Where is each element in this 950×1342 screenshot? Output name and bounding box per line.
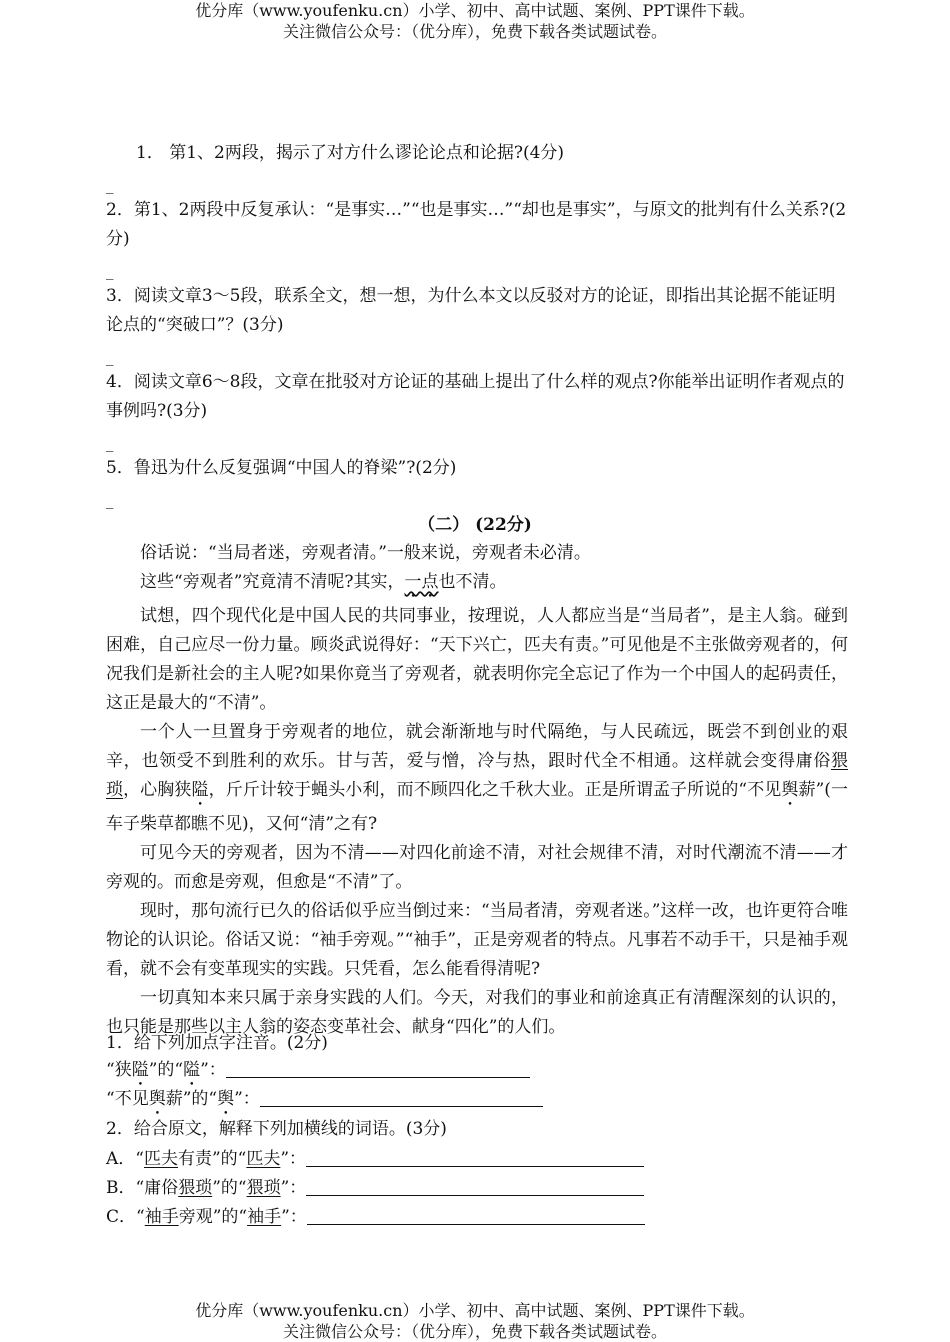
passage-text: ，心胸狭	[123, 780, 192, 800]
answer-blank[interactable]	[260, 1090, 543, 1107]
exercise-text: A．“	[106, 1149, 144, 1169]
exercise-text: ”的“	[212, 1178, 247, 1198]
exercise-text: “狭	[106, 1060, 132, 1080]
underlined-word: 匹夫	[246, 1149, 281, 1169]
question-3: 3．阅读文章3～5段，联系全文，想一想，为什么本文以反驳对方的论证，即指出其论据不能证明论点的“突破口”？(3分)	[106, 286, 836, 335]
section-title: （二） (22分)	[418, 515, 532, 535]
exercise-1-item-a	[106, 1060, 530, 1090]
underlined-word: 猥琐	[178, 1178, 213, 1198]
dotted-character: 隘	[191, 780, 209, 800]
answer-mark-2: _	[106, 262, 114, 280]
answer-blank[interactable]	[226, 1061, 530, 1078]
underlined-word: 猥琐	[106, 751, 848, 800]
passage-text: 薪”(一车子柴草都瞧不见)，又何“清”之有?	[106, 780, 848, 834]
exercise-1-title: 1．给下列加点字注音。(2分)	[106, 1033, 328, 1053]
header-line-2: 关注微信公众号：（优分库），免费下载各类试题试卷。	[282, 22, 667, 41]
passage-paragraph-3: 试想，四个现代化是中国人民的共同事业，按理说，人人都应当是“当局者”，是主人翁。碰到困难，自己应尽一份力量。顾炎武说得好：“天下兴亡，匹夫有责。”可见他是不主张做旁观者的，何况我们是新社会的主人呢?如果你竟当了旁观者，就表明你完全忘记了作为一个中国人的起码责任，这正是最大的“不清”。	[106, 606, 848, 713]
exercise-text: 薪”的“	[165, 1089, 218, 1109]
underlined-word: 匹夫	[143, 1149, 178, 1169]
exercise-2-item-c	[106, 1207, 645, 1227]
dotted-character: 隘	[183, 1060, 201, 1080]
header-line-1: 优分库（www.youfenku.cn）小学、初中、高中试题、案例、PPT课件下载。	[195, 1, 755, 20]
exercise-text: ”：	[234, 1089, 260, 1109]
answer-blank[interactable]	[307, 1208, 645, 1225]
passage-text: 也不清。	[438, 572, 507, 592]
question-2: 2．第1、2两段中反复承认：“是事实…”“也是事实…”“却也是事实”，与原文的批判有什么关系?(2分)	[106, 200, 847, 249]
exercise-2-title: 2．给合原文，解释下列加横线的词语。(3分)	[106, 1119, 447, 1139]
passage-text: 这些“旁观者”究竟清不清呢?其实，	[140, 572, 405, 592]
answer-mark-5: _	[106, 491, 114, 509]
exercise-text: ”：	[280, 1149, 307, 1169]
page-footer	[0, 1300, 950, 1342]
exercise-text: 旁观”的“	[178, 1207, 248, 1227]
dotted-character: 舆	[148, 1089, 166, 1109]
passage-paragraph-2	[106, 568, 848, 602]
passage-paragraph-7: 一切真知本来只属于亲身实践的人们。今天，对我们的事业和前途真正有清醒深刻的认识的，也只能是那些以主人翁的姿态变革社会、献身“四化”的人们。	[106, 988, 848, 1037]
dotted-character: 舆	[781, 780, 799, 800]
emphasized-phrase: 一点	[404, 572, 439, 592]
passage-text: 一个人一旦置身于旁观者的地位，就会渐渐地与时代隔绝，与人民疏远，既尝不到创业的艰辛，也领受不到胜利的欢乐。甘与苦，爱与憎，冷与热，跟时代全不相通。这样就会变得庸俗	[106, 722, 848, 771]
dotted-character: 舆	[217, 1089, 235, 1109]
exercise-text: ”：	[281, 1207, 307, 1227]
exercise-2-item-a	[106, 1149, 644, 1169]
exercise-1-item-b	[106, 1089, 543, 1119]
exercise-2-item-b	[106, 1178, 644, 1198]
question-5: 5．鲁迅为什么反复强调“中国人的脊梁”?(2分)	[106, 458, 457, 478]
exercise-text: 有责”的“	[177, 1149, 247, 1169]
exercise-text: B．“庸俗	[106, 1178, 179, 1198]
underlined-word: 袖手	[144, 1207, 179, 1227]
answer-mark-4: _	[106, 434, 114, 452]
passage-paragraph-1: 俗话说：“当局者迷，旁观者清。”一般来说，旁观者未必清。	[140, 543, 591, 563]
passage-paragraph-4	[106, 718, 848, 839]
exercise-text: C．“	[106, 1207, 145, 1227]
question-4: 4．阅读文章6～8段，文章在批驳对方论证的基础上提出了什么样的观点?你能举出证明作者观点的事例吗?(3分)	[106, 372, 845, 421]
answer-mark-3: _	[106, 348, 114, 366]
exercise-text: “不见	[106, 1089, 149, 1109]
exercise-text: ”：	[280, 1178, 307, 1198]
passage-paragraph-6: 现时，那句流行已久的俗话似乎应当倒过来：“当局者清，旁观者迷。”这样一改，也许更符合唯物论的认识论。俗话又说：“袖手旁观。”“袖手”，正是旁观者的特点。凡事若不动手干，只是袖手观看，就不会有变革现实的实践。只凭看，怎么能看得清呢?	[106, 901, 848, 979]
passage-paragraph-5: 可见今天的旁观者，因为不清——对四化前途不清，对社会规律不清，对时代潮流不清——才旁观的。而愈是旁观，但愈是“不清”了。	[106, 843, 848, 892]
answer-blank[interactable]	[306, 1179, 644, 1196]
footer-line-2: 关注微信公众号：（优分库），免费下载各类试题试卷。	[282, 1322, 667, 1341]
underlined-word: 袖手	[247, 1207, 282, 1227]
reading-passage	[106, 539, 848, 1042]
dotted-character: 隘	[131, 1060, 149, 1080]
passage-text: ，斤斤计较于蝇头小利，而不顾四化之千秋大业。正是所谓孟子所说的“不见	[208, 780, 782, 800]
exercise-text: ”的“	[148, 1060, 184, 1080]
page-header	[0, 0, 950, 42]
footer-line-1: 优分库（www.youfenku.cn）小学、初中、高中试题、案例、PPT课件下载。	[195, 1301, 755, 1320]
answer-blank[interactable]	[306, 1150, 644, 1167]
answer-mark-1: _	[106, 176, 114, 194]
underlined-word: 猥琐	[246, 1178, 281, 1198]
exercise-text: ”：	[200, 1060, 226, 1080]
question-1: 1． 第1、2两段，揭示了对方什么谬论论点和论据?(4分)	[136, 143, 565, 163]
